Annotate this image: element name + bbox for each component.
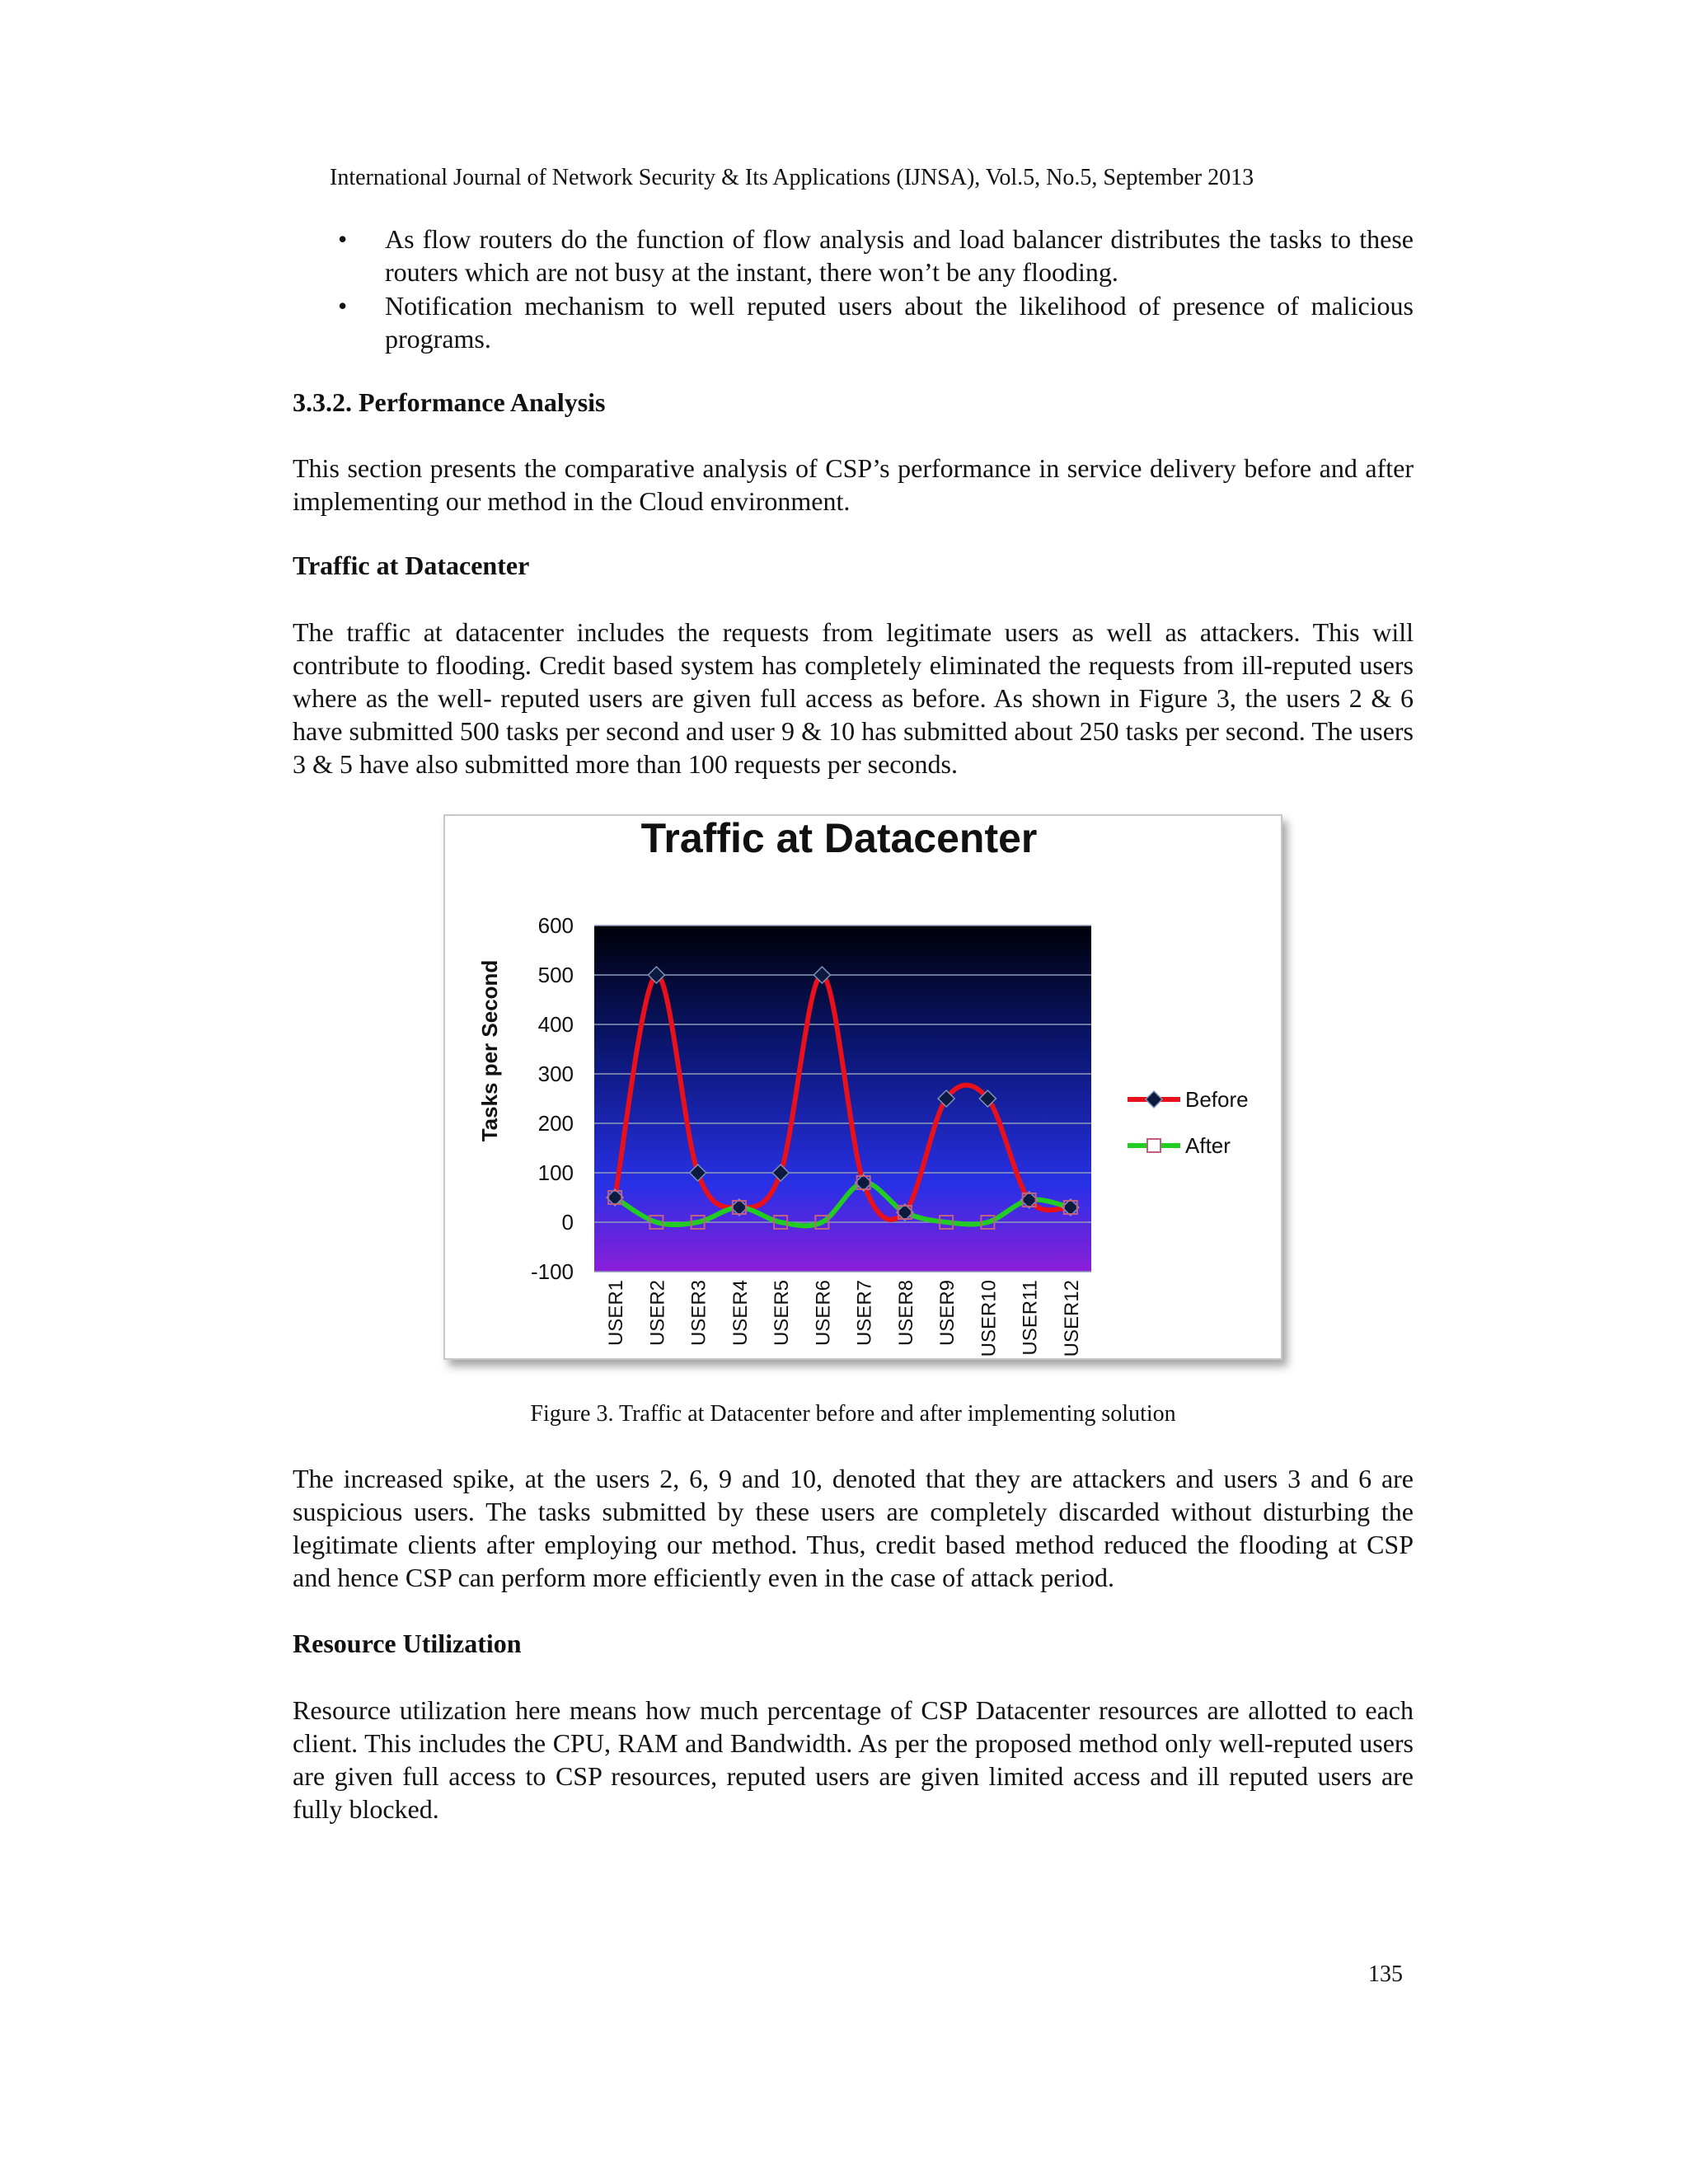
analysis-paragraph: The increased spike, at the users 2, 6, 9 and 10, denoted that they are attackers and users 3 and 6 are suspicious users. The tasks submitted by these users are completely discarded without disturbing the legitimate clients after employing our method. Thus, credit based method reduced the flooding at CSP and hence CSP can perform more efficiently even in the case of attack period. (293, 1464, 1414, 1592)
x-tick-label: USER12 (1060, 1280, 1083, 1357)
y-tick-label: 0 (561, 1210, 574, 1235)
running-header: International Journal of Network Security & Its Applications (IJNSA), Vol.5, No.5, September 2013 (330, 165, 1254, 190)
plot-area (594, 926, 1091, 1272)
bullet-dot: • (338, 224, 348, 254)
bullet-list (293, 223, 1414, 355)
x-tick-label: USER5 (771, 1280, 794, 1347)
x-tick-label: USER3 (687, 1280, 710, 1347)
traffic-heading: Traffic at Datacenter (293, 551, 530, 580)
y-axis-label: Tasks per Second (477, 959, 502, 1142)
resource-paragraph: Resource utilization here means how much percentage of CSP Datacenter resources are allotted to each client. This includes the CPU, RAM and Bandwidth. As per the proposed method only well-reputed users are given full access to CSP resources, reputed users are given limited access and ill reputed users are fully blocked. (293, 1695, 1414, 1824)
x-tick-label: USER8 (894, 1280, 917, 1347)
bullet-dot: • (338, 291, 348, 321)
y-tick-label: 500 (537, 963, 574, 987)
page-number: 135 (1368, 1961, 1403, 1987)
bullet-text: As flow routers do the function of flow analysis and load balancer distributes the tasks to these routers which are not busy at the instant, there won’t be any flooding. (385, 224, 1414, 287)
y-tick-label: 200 (537, 1111, 574, 1136)
y-tick-label: 100 (537, 1160, 574, 1185)
x-tick-label: USER6 (812, 1280, 835, 1347)
resource-heading: Resource Utilization (293, 1629, 522, 1658)
bullet-item (293, 223, 1414, 288)
bullet-text: Notification mechanism to well reputed users about the likelihood of presence of malicious programs. (385, 291, 1414, 354)
legend-marker-after (1147, 1139, 1160, 1152)
section-heading: 3.3.2. Performance Analysis (293, 387, 606, 417)
legend-label: Before (1185, 1087, 1249, 1112)
x-tick-label: USER1 (605, 1280, 628, 1347)
x-tick-label: USER4 (729, 1280, 752, 1347)
legend-marker-before (1146, 1091, 1162, 1108)
section-intro-paragraph: This section presents the comparative analysis of CSP’s performance in service delivery before and after implementing our method in the Cloud environment. (293, 453, 1414, 516)
x-tick-label: USER10 (978, 1280, 1001, 1357)
y-tick-label: 400 (537, 1012, 574, 1037)
y-tick-label: -100 (530, 1259, 574, 1284)
traffic-paragraph: The traffic at datacenter includes the requests from legitimate users as well as attackers. This will contribute to flooding. Credit based system has completely eliminated the requests from ill-reputed users where as the well- reputed users are given full access as before. As shown in Figure 3, the users 2 & 6 have submitted 500 tasks per second and user 9 & 10 has submitted about 250 tasks per second. The users 3 & 5 have also submitted more than 100 requests per seconds. (293, 617, 1414, 779)
bullet-item (293, 289, 1414, 355)
y-tick-label: 600 (537, 913, 574, 938)
x-tick-label: USER9 (936, 1280, 959, 1347)
line-chart (443, 814, 1282, 1360)
x-tick-label: USER11 (1019, 1280, 1042, 1356)
y-tick-label: 300 (537, 1062, 574, 1086)
figure-3-chart (443, 814, 1282, 1360)
x-tick-label: USER2 (646, 1280, 669, 1347)
chart-title: Traffic at Datacenter (640, 815, 1038, 861)
x-tick-label: USER7 (853, 1280, 876, 1347)
figure-caption: Figure 3. Traffic at Datacenter before and after implementing solution (530, 1401, 1176, 1427)
legend-label: After (1185, 1133, 1231, 1158)
